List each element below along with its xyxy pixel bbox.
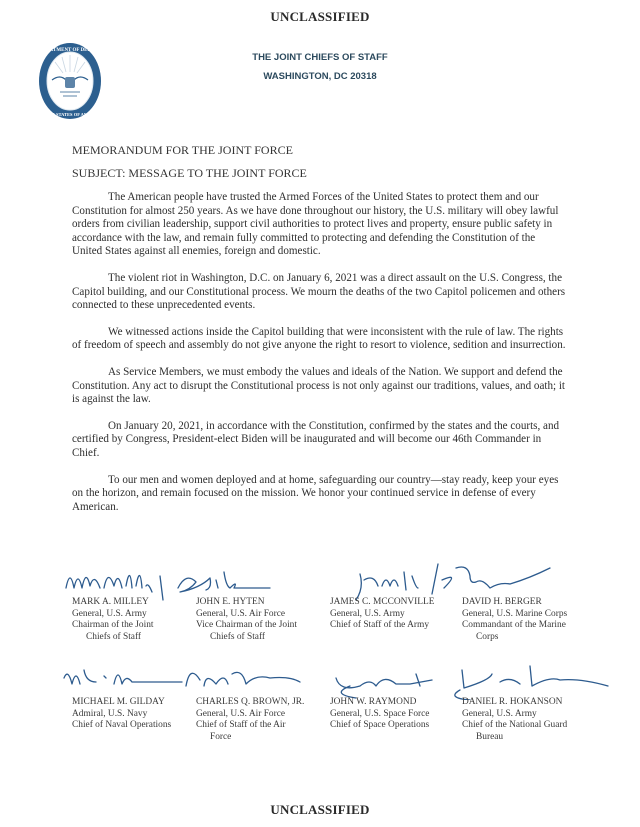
signatory-title-cont: Chiefs of Staff <box>86 631 142 642</box>
signatory-name: DAVID H. BERGER <box>462 597 542 607</box>
paragraph: The American people have trusted the Armed Forces of the United States to protect them and our Constitution for almost 250 years. As we have done throughout our history, the U.S. military will obey lawful orders from civilian leadership, support civil authorities to protect lives and property, ensure public safety in accordance with the law, and remain fully committed to protecting and defending the Constitution of the United States against all enemies, foreign and domestic. <box>72 191 559 258</box>
signature-block-hokanson <box>462 697 602 743</box>
letterhead-org: THE JOINT CHIEFS OF STAFF <box>252 52 388 63</box>
paragraph: The violent riot in Washington, D.C. on January 6, 2021 was a direct assault on the U.S. Congress, the Capitol building, and our Constitutional process. We mourn the deaths of the two Capitol policemen and others connected to these unprecedented events. <box>72 271 566 312</box>
signatory-rank: General, U.S. Air Force <box>196 608 286 619</box>
signatory-name: JAMES C. MCCONVILLE <box>330 597 435 607</box>
paragraph: On January 20, 2021, in accordance with the Constitution, confirmed by the states and the courts, and certified by Congress, President-elect Biden will be inaugurated and will become our 46th Commander in Chief. <box>72 419 560 459</box>
paragraph: We witnessed actions inside the Capitol building that were inconsistent with the rule of law. The rights of freedom of speech and assembly do not give anyone the right to resort to violence, sedition and insurrection. <box>72 325 566 352</box>
signatory-title: Chief of Staff of the Air <box>196 720 286 731</box>
memo-for: MEMORANDUM FOR THE JOINT FORCE <box>72 143 293 157</box>
memo-body <box>72 191 568 527</box>
signatory-name: JOHN E. HYTEN <box>196 597 265 607</box>
signatory-rank: General, U.S. Army <box>72 608 147 619</box>
signatory-title: Commandant of the Marine <box>462 620 566 631</box>
svg-text:UNITED STATES OF AMERICA: UNITED STATES OF AMERICA <box>37 112 103 117</box>
signatory-rank: General, U.S. Army <box>330 608 405 619</box>
signatory-name: JOHN W. RAYMOND <box>330 697 417 707</box>
signature-block-gilday <box>72 697 192 732</box>
signatory-rank: Admiral, U.S. Navy <box>72 708 148 719</box>
letterhead-address: WASHINGTON, DC 20318 <box>263 71 377 82</box>
signatory-title-cont: Corps <box>476 631 499 642</box>
classification-bottom: UNCLASSIFIED <box>270 802 370 817</box>
signatory-name: MARK A. MILLEY <box>72 597 149 607</box>
signatory-name: DANIEL R. HOKANSON <box>462 697 563 707</box>
signatory-title-cont: Chiefs of Staff <box>210 631 266 642</box>
signature-block-brown <box>196 697 326 743</box>
signatory-name: MICHAEL M. GILDAY <box>72 697 165 707</box>
signatory-rank: General, U.S. Marine Corps <box>462 608 568 619</box>
signatory-rank: General, U.S. Air Force <box>196 708 286 719</box>
signatory-rank: General, U.S. Space Force <box>330 708 430 719</box>
signature-block-raymond <box>330 697 460 732</box>
signature-block-milley <box>72 597 190 643</box>
signatory-title-cont: Bureau <box>476 731 504 742</box>
signatory-rank: General, U.S. Army <box>462 708 537 719</box>
paragraph: As Service Members, we must embody the values and ideals of the Nation. We support and defend the Constitution. Any act to disrupt the Constitutional process is not only against our traditions, values, and oath; it is against the law. <box>72 365 566 406</box>
signature-ink-row-2 <box>60 660 620 700</box>
signature-block-mcconville <box>330 597 460 632</box>
paragraph: To our men and women deployed and at home, safeguarding our country—stay ready, keep your eyes on the horizon, and remain focused on the mission. We honor your continued service in defense of every American. <box>72 473 559 513</box>
signatory-title: Chairman of the Joint <box>72 620 154 631</box>
signatory-title-cont: Force <box>210 731 232 742</box>
memo-subject: SUBJECT: MESSAGE TO THE JOINT FORCE <box>72 166 307 180</box>
signature-block-hyten <box>196 597 326 643</box>
signatory-title: Chief of Naval Operations <box>72 720 172 731</box>
signatory-title: Vice Chairman of the Joint <box>196 620 297 631</box>
svg-text:DEPARTMENT OF DEFENSE: DEPARTMENT OF DEFENSE <box>36 48 104 53</box>
signatory-title: Chief of Space Operations <box>330 720 430 731</box>
signatory-title: Chief of the National Guard <box>462 720 568 731</box>
signatory-title: Chief of Staff of the Army <box>330 620 430 631</box>
signatory-name: CHARLES Q. BROWN, JR. <box>196 697 305 707</box>
signature-block-berger <box>462 597 602 643</box>
classification-top: UNCLASSIFIED <box>270 9 370 24</box>
